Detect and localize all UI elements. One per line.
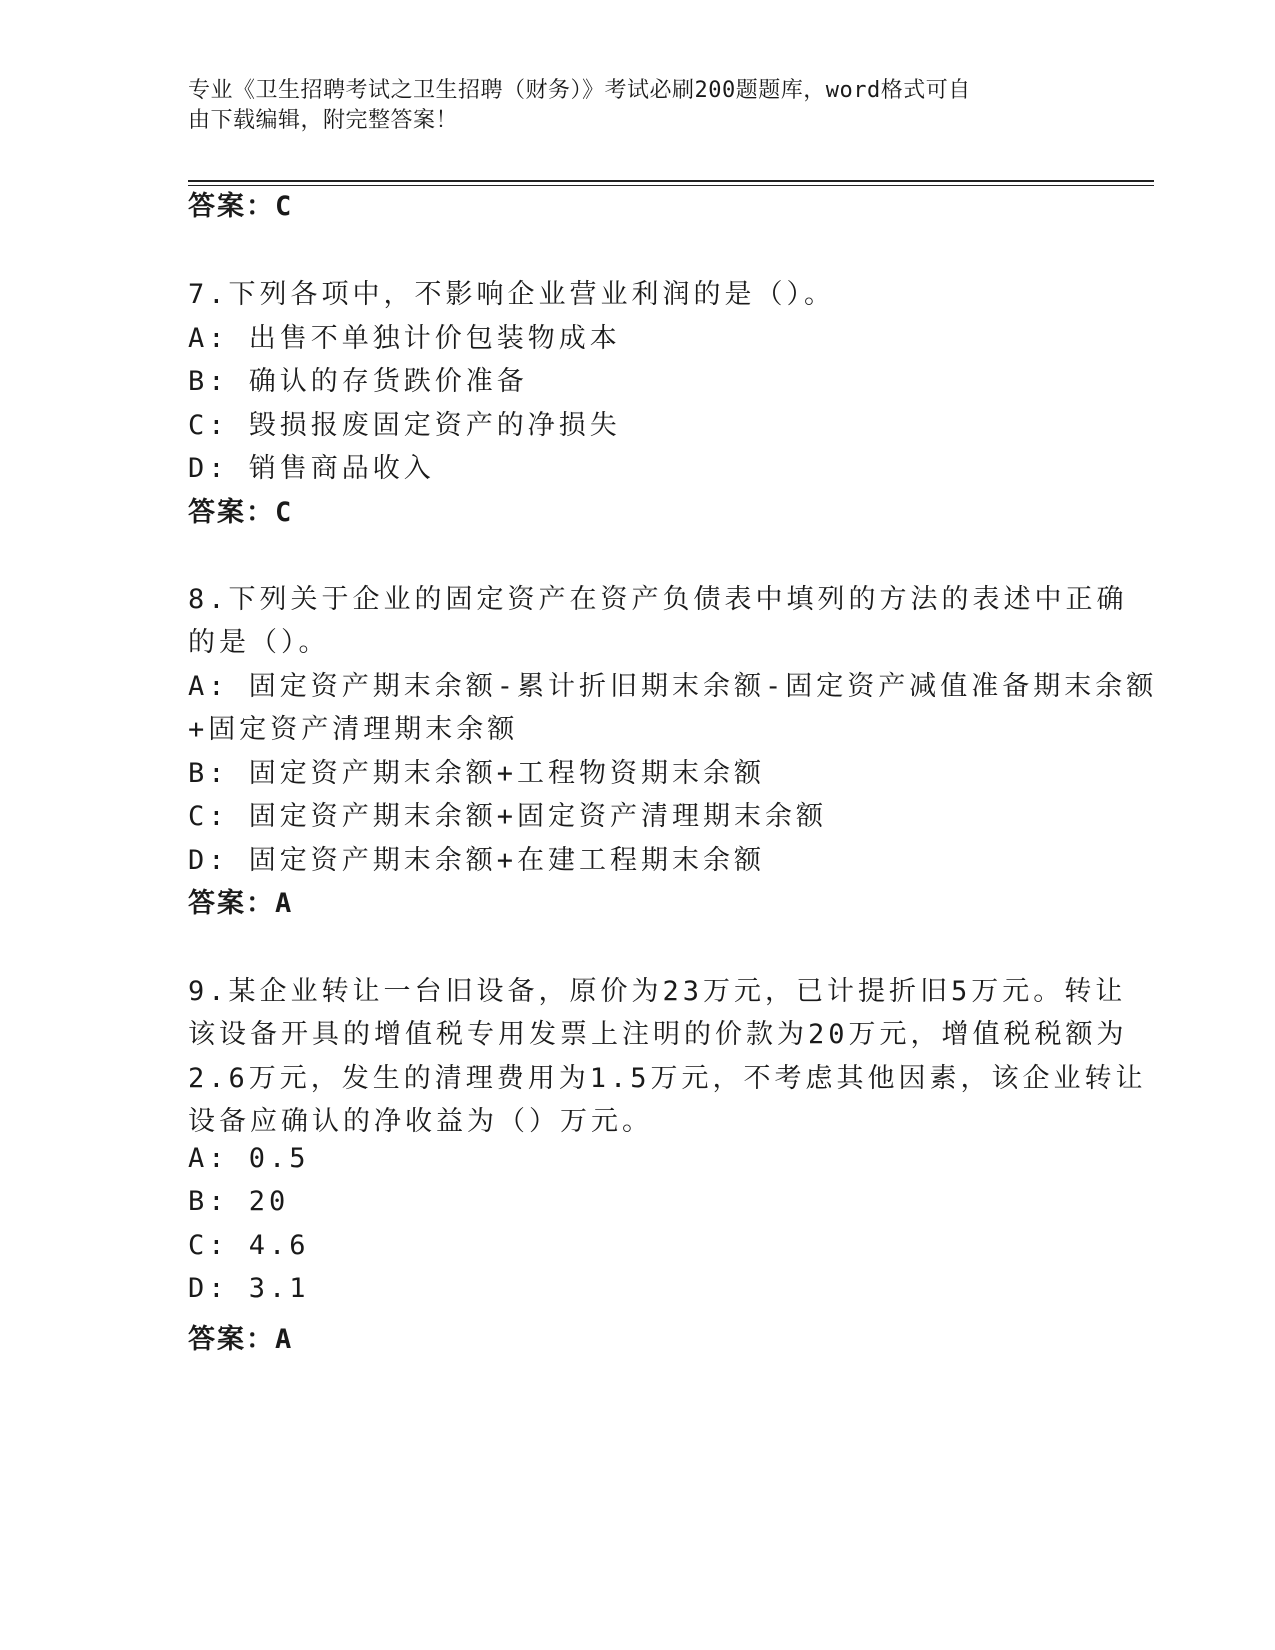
question-9-stem-line-3: 2.6万元，发生的清理费用为1.5万元，不考虑其他因素，该企业转让 [188,1063,1147,1094]
header-line-1: 专业《卫生招聘考试之卫生招聘（财务）》考试必刷200题题库，word格式可自 [188,78,971,103]
question-8-option-d: D: 固定资产期末余额+在建工程期末余额 [188,845,766,876]
question-7-option-c: C: 毁损报废固定资产的净损失 [188,410,621,441]
question-9-stem-line-2: 该设备开具的增值税专用发票上注明的价款为20万元，增值税税额为 [188,1019,1128,1050]
question-9-option-d: D: 3.1 [188,1273,310,1304]
answer-q8: 答案：A [188,888,294,919]
question-8-option-a-line-1: A: 固定资产期末余额-累计折旧期末余额-固定资产减值准备期末余额 [188,671,1158,702]
question-8-option-c: C: 固定资产期末余额+固定资产清理期末余额 [188,801,828,832]
question-8-option-a-line-2: +固定资产清理期末余额 [188,714,519,745]
question-8-stem-line-2: 的是（）。 [188,627,330,658]
header-divider-thick [188,180,1154,182]
question-9-option-c: C: 4.6 [188,1230,310,1261]
question-7-option-b: B: 确认的存货跌价准备 [188,366,528,397]
header-line-2: 由下载编辑，附完整答案！ [188,108,459,133]
question-9-stem-line-1: 9.某企业转让一台旧设备，原价为23万元，已计提折旧5万元。转让 [188,976,1127,1007]
document-header [188,76,1088,136]
question-8-stem-line-1: 8.下列关于企业的固定资产在资产负债表中填列的方法的表述中正确 [188,584,1128,615]
question-7-option-d: D: 销售商品收入 [188,453,435,484]
header-divider-thin [188,185,1154,186]
question-8-option-b: B: 固定资产期末余额+工程物资期末余额 [188,758,766,789]
question-7-stem: 7.下列各项中，不影响企业营业利润的是（）。 [188,279,836,310]
question-9-stem-line-4: 设备应确认的净收益为（）万元。 [188,1106,653,1137]
answer-q6: 答案：C [188,191,294,222]
question-9-option-b: B: 20 [188,1186,290,1217]
question-7-option-a: A: 出售不单独计价包装物成本 [188,323,621,354]
question-9-option-a: A: 0.5 [188,1143,310,1174]
answer-q7: 答案：C [188,497,294,528]
answer-q9: 答案：A [188,1324,294,1355]
